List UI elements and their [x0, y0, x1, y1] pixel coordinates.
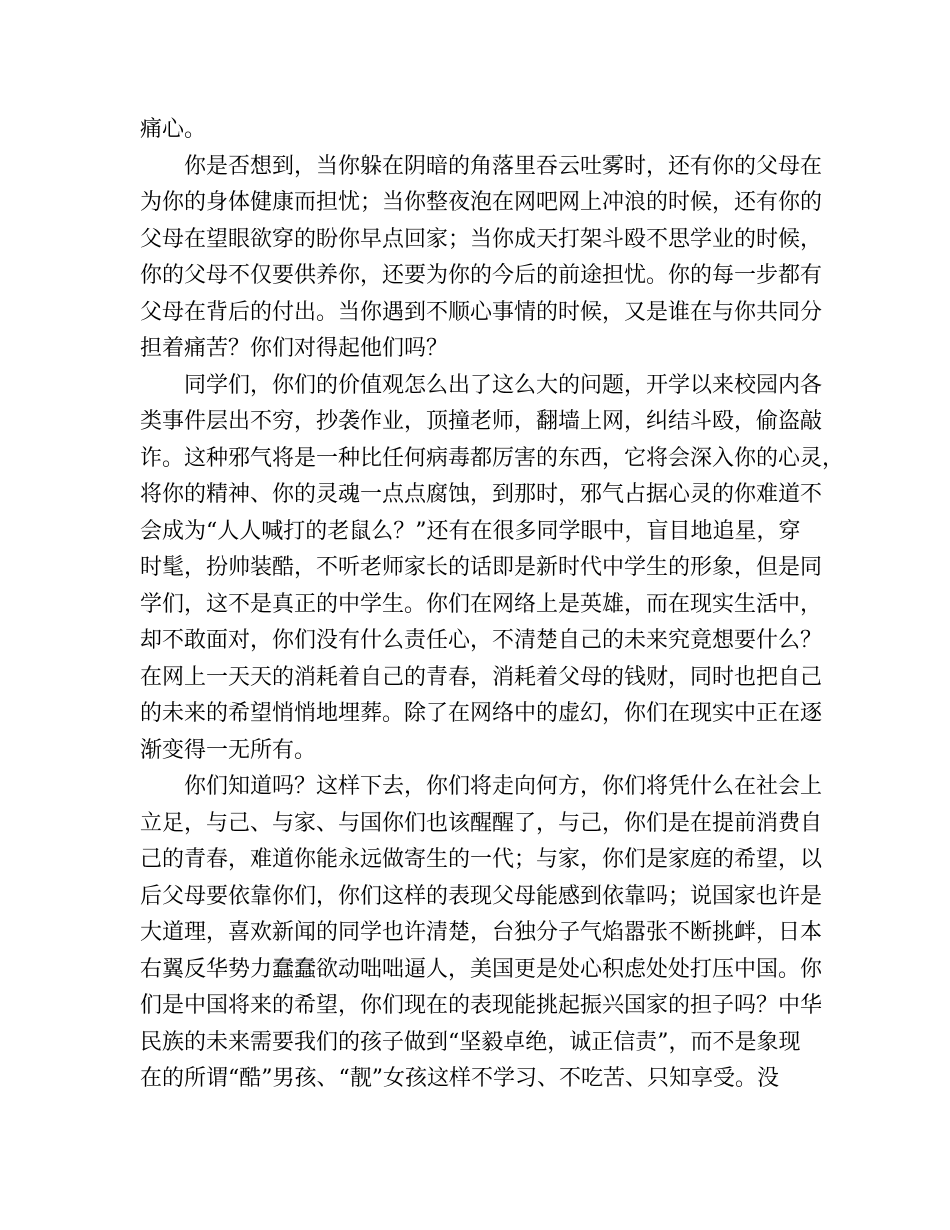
- text-line: 学们，这不是真正的中学生。你们在网络上是英雄，而在现实生活中，: [140, 591, 823, 617]
- text-line: 诈。这种邪气将是一种比任何病毒都厉害的东西，它将会深入你的心灵，: [140, 445, 845, 471]
- document-body: [140, 112, 845, 1098]
- text-line: 们是中国将来的希望，你们现在的表现能挑起振兴国家的担子吗？中华: [140, 993, 823, 1018]
- text-line: 的未来的希望悄悄地埋葬。除了在网络中的虚幻，你们在现实中正在逐: [140, 701, 823, 726]
- text-line: 同学们，你们的价值观怎么出了这么大的问题，开学以来校园内各: [184, 372, 823, 398]
- text-line: 时髦，扮帅装酷，不听老师家长的话即是新时代中学生的形象，但是同: [140, 555, 823, 580]
- text-line: 却不敢面对，你们没有什么责任心，不清楚自己的未来究竟想要什么？: [140, 628, 823, 653]
- text-line: 立足，与己、与家、与国你们也该醒醒了，与己，你们是在提前消费自: [140, 810, 823, 836]
- text-line: 你的父母不仅要供养你，还要为你的今后的前途担忧。你的每一步都有: [140, 263, 823, 288]
- text-line: 后父母要依靠你们，你们这样的表现父母能感到依靠吗；说国家也许是: [140, 883, 823, 909]
- text-line: 为你的身体健康而担忧；当你整夜泡在网吧网上冲浪的时候，还有你的: [140, 190, 823, 215]
- text-line: 痛心。: [140, 117, 207, 142]
- text-line: 在的所谓“酷”男孩、“靓”女孩这样不学习、不吃苦、只知享受。没: [140, 1066, 779, 1091]
- text-line: 会成为“人人喊打的老鼠么？”还有在很多同学眼中，盲目地追星，穿: [140, 518, 801, 544]
- text-line: 你是否想到，当你躲在阴暗的角落里吞云吐雾时，还有你的父母在: [184, 153, 823, 179]
- text-line: 类事件层出不穷，抄袭作业，顶撞老师，翻墙上网，纠结斗殴，偷盗敲: [140, 409, 823, 434]
- text-line: 大道理，喜欢新闻的同学也许清楚，台独分子气焰嚣张不断挑衅，日本: [140, 920, 823, 945]
- text-line: 民族的未来需要我们的孩子做到“坚毅卓绝，诚正信责”，而不是象现: [140, 1029, 801, 1055]
- text-line: 将你的精神、你的灵魂一点点腐蚀，到那时，邪气占据心灵的你难道不: [140, 482, 823, 507]
- text-line: 担着痛苦？你们对得起他们吗？: [140, 336, 449, 361]
- text-line: 父母在望眼欲穿的盼你早点回家；当你成天打架斗殴不思学业的时候，: [140, 226, 823, 252]
- text-line: 右翼反华势力蠢蠢欲动咄咄逼人，美国更是处心积虑处处打压中国。你: [140, 956, 823, 982]
- text-line: 父母在背后的付出。当你遇到不顺心事情的时候，又是谁在与你共同分: [140, 299, 823, 325]
- text-line: 在网上一天天的消耗着自己的青春，消耗着父母的钱财，同时也把自己: [140, 664, 823, 690]
- text-line: 你们知道吗？这样下去，你们将走向何方，你们将凭什么在社会上: [184, 774, 823, 799]
- text-line: 己的青春，难道你能永远做寄生的一代；与家，你们是家庭的希望，以: [140, 847, 823, 872]
- text-line: 渐变得一无所有。: [140, 737, 317, 763]
